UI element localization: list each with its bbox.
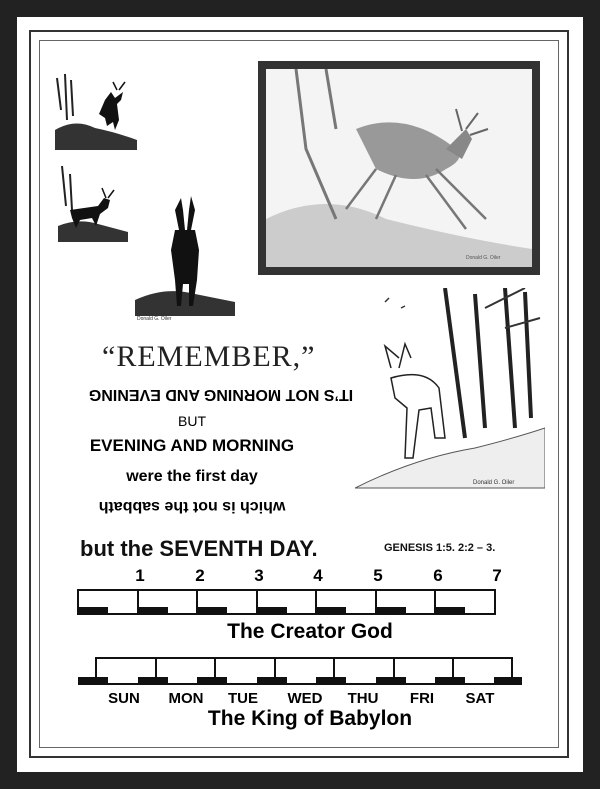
- day-number: 4: [313, 566, 323, 585]
- weekday-label: FRI: [409, 690, 435, 707]
- not-sabbath-text: which is not the sabbath: [98, 498, 286, 515]
- weekday-label: SAT: [465, 690, 495, 707]
- weekday-label: SUN: [108, 690, 140, 707]
- king-of-babylon-caption: The King of Babylon: [207, 707, 413, 730]
- scripture-reference: GENESIS 1:5. 2:2 – 3.: [384, 542, 496, 554]
- evening-morning-text: EVENING AND MORNING: [89, 436, 295, 455]
- leaping-buck-drawing: [266, 69, 532, 267]
- day-number: 3: [254, 566, 264, 585]
- signature: Donald G. Oiler: [137, 316, 172, 322]
- babylon-week-timeline: [76, 656, 524, 688]
- remember-heading: “REMEMBER,”: [102, 340, 316, 373]
- pronghorn-silhouette: [135, 190, 235, 322]
- weekday-label: TUE: [228, 690, 258, 707]
- day-number: 2: [195, 566, 205, 585]
- deer-vignette-middle: [58, 166, 128, 242]
- leaping-buck-frame: [258, 61, 540, 275]
- weekday-label: THU: [347, 690, 379, 707]
- day-number: 1: [135, 566, 145, 585]
- first-day-text: were the first day: [126, 468, 258, 485]
- weekday-label: MON: [168, 690, 204, 707]
- day-number: 7: [492, 566, 502, 585]
- creator-week-timeline: [76, 588, 498, 618]
- weekday-label: WED: [287, 690, 323, 707]
- deer-vignette-top: [55, 70, 137, 150]
- signature: Donald G. Oiler: [466, 255, 501, 261]
- but-text: BUT: [178, 413, 206, 429]
- signature: Donald G. Oiler: [473, 480, 515, 486]
- seventh-day-text: but the SEVENTH DAY.: [80, 536, 318, 561]
- creator-god-caption: The Creator God: [227, 620, 393, 643]
- running-buck-drawing: [355, 288, 545, 508]
- not-morning-evening-text: IT’S NOT MORNING AND EVENING: [88, 386, 354, 403]
- day-number: 6: [433, 566, 443, 585]
- day-number: 5: [373, 566, 383, 585]
